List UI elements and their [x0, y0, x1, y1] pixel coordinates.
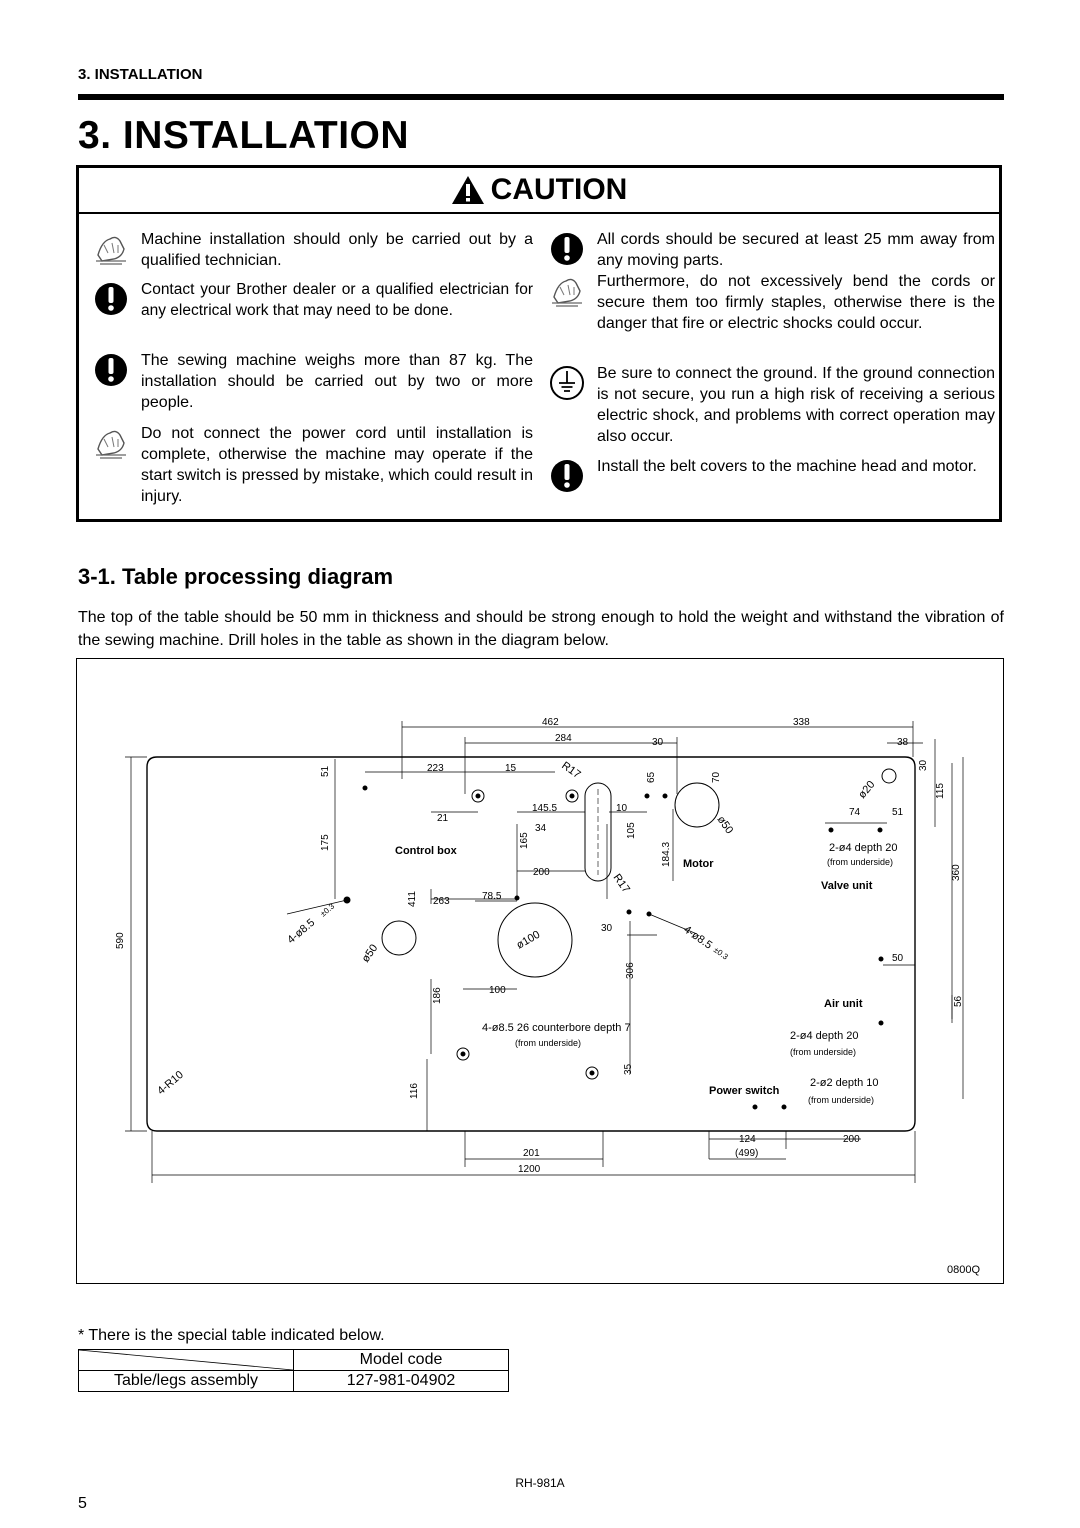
- label-valve-unit: Valve unit: [821, 880, 873, 892]
- dim-56: 56: [953, 995, 964, 1007]
- dim-590: 590: [115, 932, 126, 949]
- footer-model: RH-981A: [515, 1476, 565, 1490]
- label-r17-top: R17: [559, 759, 583, 782]
- caution-item: [549, 229, 995, 271]
- exclamation-icon: [550, 231, 584, 267]
- dim-51: 51: [320, 765, 331, 777]
- caution-heading: CAUTION: [490, 173, 628, 206]
- exclamation-icon: [94, 352, 128, 388]
- caution-item: [549, 456, 995, 494]
- caution-header: [79, 168, 999, 214]
- dim-411: 411: [407, 891, 418, 907]
- label-hole-4-depth20-b: 2-ø4 depth 20: [790, 1030, 859, 1042]
- dim-200: 200: [533, 867, 550, 878]
- label-hole-8-5-right: 4-ø8.5: [681, 923, 715, 952]
- label-d50-motor: ø50: [714, 813, 736, 837]
- table-header-model-code: Model code: [294, 1350, 509, 1371]
- dim-462: 462: [542, 717, 559, 728]
- caution-text: The sewing machine weighs more than 87 kg. The installation should be carried out by two or more people.: [141, 352, 533, 411]
- section-title: 3-1. Table processing diagram: [78, 564, 394, 589]
- drawing-code: 0800Q: [947, 1264, 981, 1276]
- dim-223: 223: [427, 763, 444, 774]
- label-tolerance: ±0.3: [318, 901, 337, 919]
- label-from-underside: (from underside): [515, 1038, 582, 1048]
- caution-item: [549, 271, 995, 334]
- label-counterbore: 4-ø8.5 26 counterbore depth 7: [482, 1022, 631, 1034]
- caution-item: [93, 350, 533, 413]
- label-from-underside: (from underside): [827, 857, 894, 867]
- header-rule: [78, 94, 1004, 100]
- label-r17-bottom: R17: [610, 871, 632, 896]
- caution-text: All cords should be secured at least 25 mm away from any moving parts.: [597, 231, 995, 269]
- caution-box: [76, 165, 1002, 522]
- label-r10: 4-R10: [155, 1068, 186, 1098]
- caution-item: [93, 279, 533, 321]
- ground-icon: [550, 365, 584, 401]
- dim-165: 165: [519, 832, 530, 849]
- dim-175: 175: [320, 834, 331, 851]
- table-row-value: 127-981-04902: [294, 1371, 509, 1392]
- page-number: 5: [78, 1495, 87, 1512]
- dim-50: 50: [892, 953, 904, 964]
- caution-item: [93, 423, 533, 507]
- dim-124: 124: [739, 1134, 756, 1145]
- label-from-underside: (from underside): [808, 1095, 875, 1105]
- dim-105: 105: [626, 822, 637, 839]
- dim-284: 284: [555, 733, 572, 744]
- dim-201: 201: [523, 1148, 540, 1159]
- dim-145-5: 145.5: [532, 803, 558, 814]
- dim-116: 116: [409, 1083, 420, 1099]
- dim-338: 338: [793, 717, 810, 728]
- label-d100: ø100: [514, 928, 543, 952]
- special-table-note: * There is the special table indicated below.: [78, 1327, 385, 1344]
- dim-34: 34: [535, 823, 547, 834]
- caution-text: Be sure to connect the ground. If the ground connection is not secure, you run a high risk of receiving a serious electric shock, and problems with correct operation may also occur.: [597, 365, 995, 445]
- section-body: The top of the table should be 50 mm in thickness and should be strong enough to hold the weight and withstand the vibration of the sewing machine. Drill holes in the table as shown in the diagram below.: [78, 609, 1004, 649]
- dim-51b: 51: [892, 807, 904, 818]
- table-corner-cell: [79, 1350, 294, 1371]
- label-hole-2-depth10: 2-ø2 depth 10: [810, 1077, 879, 1089]
- hand-caught-icon: [94, 231, 128, 267]
- running-header: 3. INSTALLATION: [78, 66, 203, 83]
- dim-499: (499): [735, 1148, 759, 1159]
- dim-15: 15: [505, 763, 517, 774]
- label-tolerance: ±0.3: [711, 945, 730, 962]
- label-hole-4-depth20-a: 2-ø4 depth 20: [829, 842, 898, 854]
- caution-item: [549, 363, 995, 447]
- caution-text: Install the belt covers to the machine head and motor.: [597, 458, 977, 475]
- table-row-label: Table/legs assembly: [79, 1371, 294, 1392]
- hand-caught-icon: [550, 273, 584, 309]
- dim-30: 30: [652, 737, 664, 748]
- dim-263: 263: [433, 896, 450, 907]
- dim-30b: 30: [918, 759, 929, 771]
- caution-text: Contact your Brother dealer or a qualified electrician for any electrical work that may need to be done.: [141, 281, 533, 319]
- caution-item: [93, 229, 533, 271]
- dim-38: 38: [897, 737, 909, 748]
- dim-100: 100: [489, 985, 506, 996]
- warning-triangle-icon: [451, 175, 485, 205]
- dim-70: 70: [711, 771, 722, 783]
- hand-caught-icon: [94, 425, 128, 461]
- dim-74: 74: [849, 807, 861, 818]
- dim-30c: 30: [601, 923, 613, 934]
- label-power-switch: Power switch: [709, 1085, 780, 1097]
- diagonal-line: [79, 1350, 293, 1370]
- table-drawing: [77, 659, 1003, 1282]
- label-from-underside: (from underside): [790, 1047, 857, 1057]
- caution-text: Do not connect the power cord until installation is complete, otherwise the machine may operate if the start switch is pressed by mistake, which could result in injury.: [141, 425, 533, 505]
- dim-186: 186: [432, 987, 443, 1004]
- table-processing-diagram: [76, 658, 1004, 1284]
- caution-text: Furthermore, do not excessively bend the cords or secure them too firmly staples, otherwise there is the danger that fire or electric shocks could occur.: [597, 273, 995, 332]
- caution-text: Machine installation should only be carried out by a qualified technician.: [141, 231, 533, 269]
- dim-21: 21: [437, 813, 449, 824]
- dim-1200: 1200: [518, 1164, 541, 1175]
- dim-78-5: 78.5: [482, 891, 502, 902]
- label-motor: Motor: [683, 858, 714, 870]
- dim-35: 35: [623, 1063, 634, 1075]
- exclamation-icon: [550, 458, 584, 494]
- dim-65: 65: [646, 771, 657, 783]
- dim-184-3: 184.3: [661, 841, 672, 867]
- label-control-box: Control box: [395, 845, 457, 857]
- label-d20: ø20: [856, 778, 878, 801]
- dim-306: 306: [625, 962, 636, 979]
- page-title: 3. INSTALLATION: [78, 114, 410, 157]
- dim-10: 10: [616, 803, 628, 814]
- dim-360: 360: [951, 864, 962, 881]
- exclamation-icon: [94, 281, 128, 317]
- label-hole-8-5-left: 4-ø8.5: [285, 916, 318, 947]
- dim-200b: 200: [843, 1134, 860, 1145]
- label-air-unit: Air unit: [824, 998, 863, 1010]
- label-d50-left: ø50: [359, 942, 381, 965]
- model-code-table: [78, 1349, 509, 1392]
- dim-115: 115: [935, 783, 946, 799]
